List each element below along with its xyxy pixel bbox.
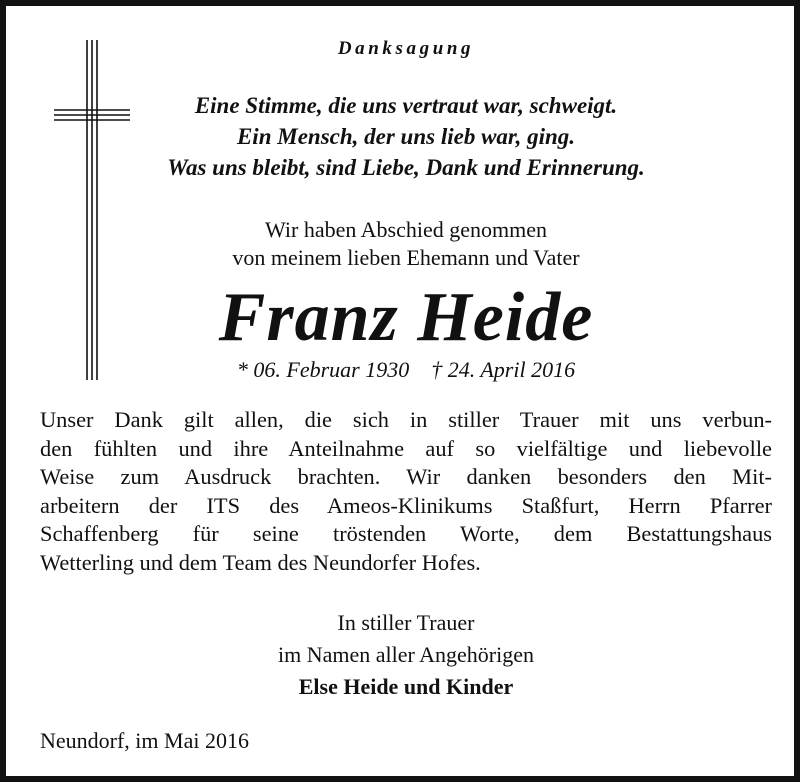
thanks-line: arbeitern der ITS des Ameos-Klinikums Staßfurt, Herrn Pfarrer xyxy=(40,492,772,518)
closing-line-2: im Namen aller Angehörigen xyxy=(278,642,534,667)
verse-line-1: Eine Stimme, die uns vertraut war, schweigt. xyxy=(194,93,618,118)
verse-line-2: Ein Mensch, der uns lieb war, ging. xyxy=(236,124,576,149)
closing-line-1: In stiller Trauer xyxy=(337,610,475,635)
thanks-line: Schaffenberg für seine tröstenden Worte, dem Bestattungshaus xyxy=(40,521,772,547)
thanks-line: Weise zum Ausdruck brachten. Wir danken besonders den Mit- xyxy=(40,464,772,490)
thanks-line: Wetterling und dem Team des Neundorfer Hofes. xyxy=(40,549,481,575)
thanks-line: Unser Dank gilt allen, die sich in stiller Trauer mit uns verbun- xyxy=(40,407,772,432)
death-date: † 24. April 2016 xyxy=(431,357,576,382)
verse-line-3: Was uns bleibt, sind Liebe, Dank und Erinnerung. xyxy=(167,155,645,180)
thanks-line: den fühlten und ihre Anteilnahme auf so vielfältige und liebevolle xyxy=(40,435,772,461)
life-dates xyxy=(106,356,706,384)
signature: Else Heide und Kinder xyxy=(298,674,514,699)
heading-danksagung: Danksagung xyxy=(337,38,475,59)
birth-date: * 06. Februar 1930 xyxy=(236,357,410,382)
intro-line-2: von meinem lieben Ehemann und Vater xyxy=(232,245,580,270)
place-date: Neundorf, im Mai 2016 xyxy=(40,728,249,753)
intro-line-1: Wir haben Abschied genommen xyxy=(265,217,547,242)
deceased-name: Franz Heide xyxy=(218,279,594,356)
thanks-paragraph xyxy=(40,406,772,578)
